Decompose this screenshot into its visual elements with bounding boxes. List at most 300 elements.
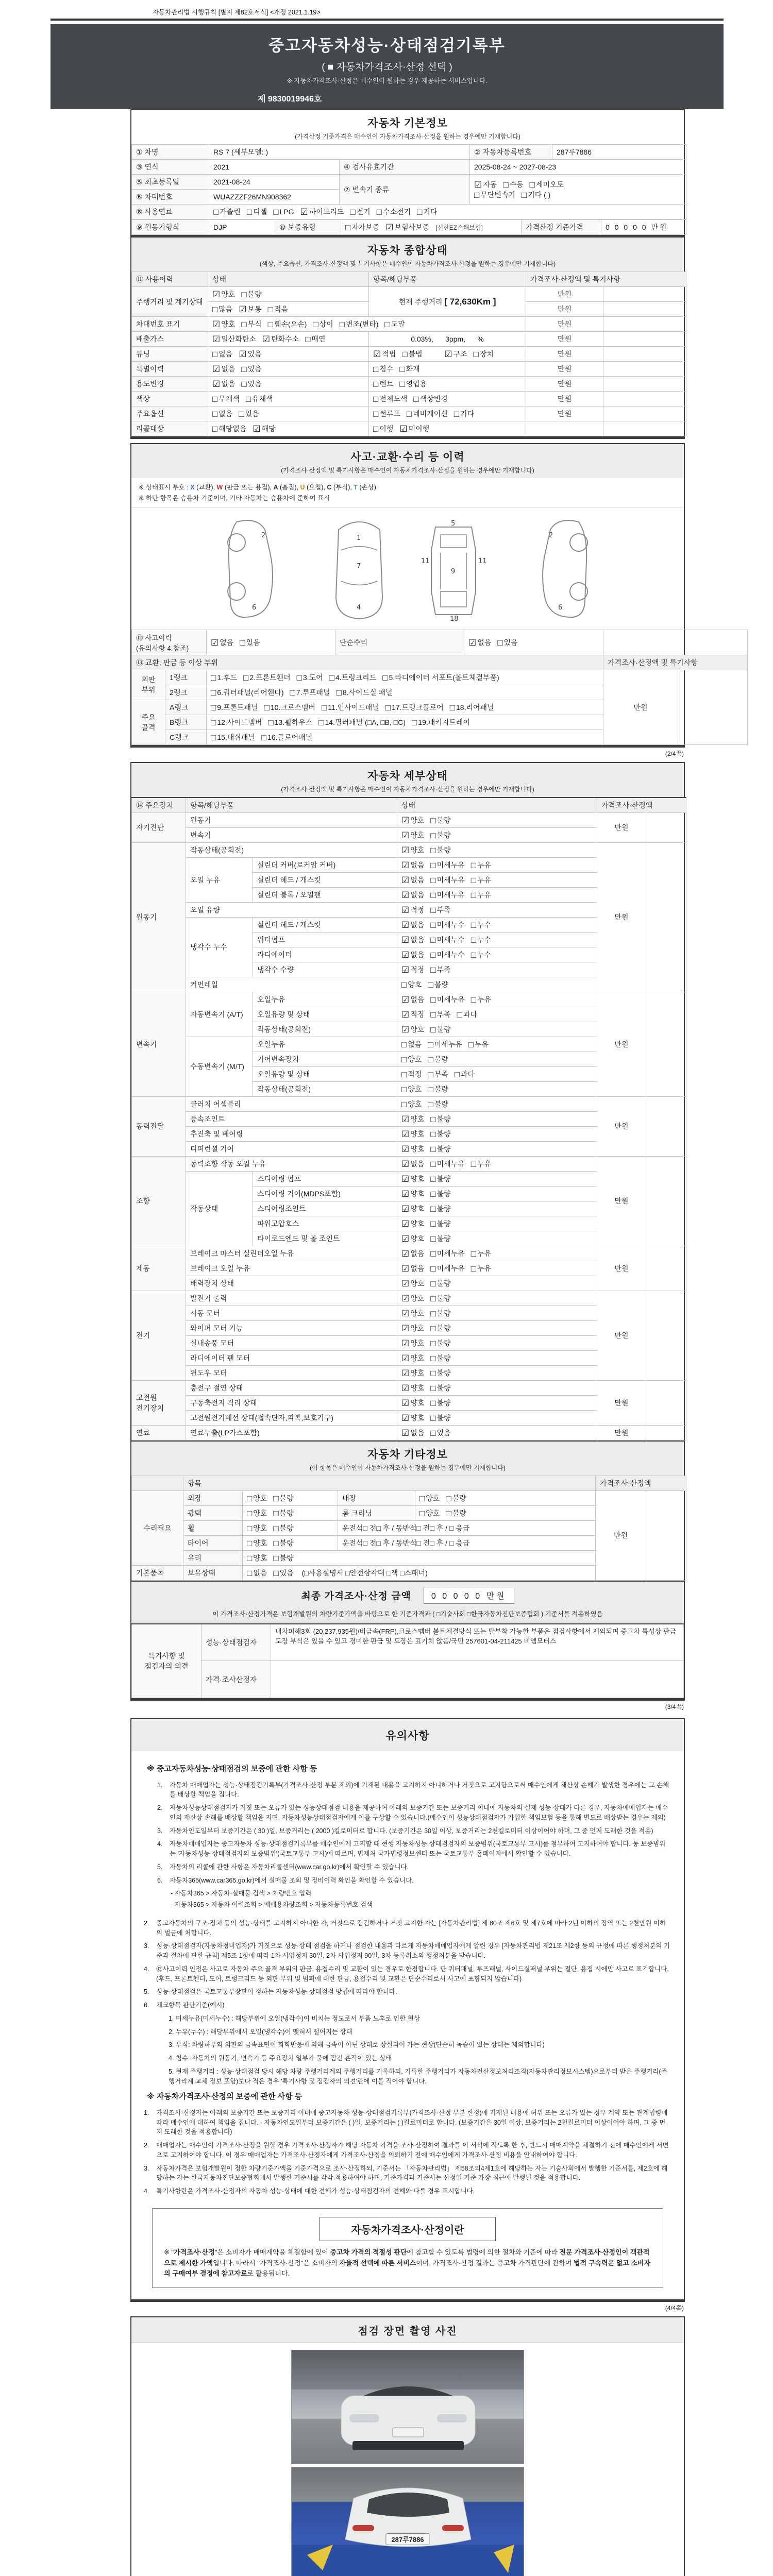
checkbox-양호[interactable]: □ 양호 [247,1523,267,1533]
empty-box-icon: □ [470,860,476,870]
checked-box-icon: ☑ [401,920,410,930]
checkbox-미세누수[interactable]: □ 미세누수 [430,950,465,960]
checkbox-구조[interactable]: ☑ 구조 [444,349,467,359]
item-state-options [397,1022,597,1037]
checkbox-적정[interactable]: ☑ 적정 [401,905,425,915]
checkbox-양호[interactable]: □ 양호 [247,1493,267,1503]
checkbox-미세누유[interactable]: □ 미세누유 [430,890,465,900]
checkbox-영업용[interactable]: □ 영업용 [399,379,427,389]
checkbox-불법[interactable]: □ 불법 [402,349,423,359]
svg-text:6: 6 [558,603,563,612]
checkbox-탄화수소[interactable]: ☑ 탄화수소 [262,334,299,344]
checkbox-양호[interactable]: □ 양호 [401,1084,422,1094]
empty-box-icon: □ [430,815,436,825]
empty-box-icon: □ [430,1383,436,1393]
checkbox-양호[interactable]: □ 양호 [401,1054,422,1064]
checkbox-수동[interactable]: □ 수동 [503,179,524,190]
checkbox-양호[interactable]: ☑ 양호 [401,1174,425,1184]
checkbox-있음[interactable]: □ 있음 [497,637,518,648]
checkbox-침수[interactable]: □ 침수 [373,364,394,374]
checkbox-불량[interactable]: □ 불량 [430,1129,451,1139]
checkbox-있음[interactable]: ☑ 있음 [239,349,262,359]
item-state-options [397,1410,597,1425]
item-leaf-label: 발전기 출력 [186,1291,397,1306]
checkbox-적법[interactable]: ☑ 적법 [373,349,396,359]
item-state-options [397,932,597,947]
checkbox-양호[interactable]: ☑ 양호 [401,1204,425,1214]
checkbox-가솔린[interactable]: □ 가솔린 [213,207,241,217]
checkbox-불량[interactable]: □ 불량 [430,1338,451,1348]
checkbox-훼손(오손)[interactable]: □ 훼손(오손) [267,319,307,329]
checkbox-유채색[interactable]: □ 유채색 [245,394,273,404]
checkbox-무채색[interactable]: □ 무채색 [212,394,240,404]
svg-text:7: 7 [357,562,361,570]
checkbox-양호[interactable]: ☑ 양호 [401,1308,425,1318]
checkbox-있음[interactable]: □ 있음 [273,1568,294,1578]
checkbox-자동[interactable]: ☑ 자동 [474,179,497,190]
checkbox-불량[interactable]: □ 불량 [428,1084,448,1094]
checkbox-누수[interactable]: □ 누수 [470,920,492,930]
checkbox-기타[interactable]: □ 기타 [417,207,438,217]
checkbox-불량[interactable]: □ 불량 [241,290,262,299]
checkbox-부족[interactable]: □ 부족 [430,905,451,915]
checkbox-없음[interactable]: □ 없음 [247,1568,267,1578]
checkbox-전체도색[interactable]: □ 전체도색 [373,394,408,404]
item-mid-label: 냉각수 누수 [186,917,253,977]
item-state-options [397,1216,597,1231]
empty-box-icon: □ [430,1024,436,1035]
checkbox-양호[interactable]: □ 양호 [247,1508,267,1518]
notice-dash-item: - 자동차365 > 자동차 이력조회 > 매매용차량조회 > 자동차등록번호 검색 [171,1901,373,1908]
base-price-value: 0 0 0 0 0 만원 [601,220,686,235]
checkbox-불량[interactable]: □ 불량 [273,1538,294,1548]
checkbox-보험사보증[interactable]: ☑ 보험사보증 [385,223,430,232]
checkbox-누유[interactable]: □ 누유 [470,1159,492,1169]
checkbox-불량[interactable]: □ 불량 [428,1099,448,1109]
checkbox-불량[interactable]: □ 불량 [430,1114,451,1124]
checked-box-icon: ☑ [401,845,410,855]
checkbox-19.패키지트레이[interactable]: □ 19.패키지트레이 [412,717,470,727]
notice-title: 유의사항 [385,1730,430,1742]
checkbox-없음[interactable]: ☑ 없음 [401,890,425,900]
checkbox-있음[interactable]: □ 있음 [241,379,262,389]
state-code-A: A [273,484,278,491]
checkbox-부족[interactable]: □ 부족 [430,1009,451,1020]
item-state-options [397,1037,597,1052]
checkbox-없음[interactable]: □ 없음 [401,1039,422,1049]
checkbox-렌트[interactable]: □ 렌트 [373,379,394,389]
checked-box-icon: ☑ [401,875,410,885]
state-code-C: C [327,484,332,491]
checkbox-누유[interactable]: □ 누유 [470,890,492,900]
checkbox-과다[interactable]: □ 과다 [457,1009,478,1020]
checked-box-icon: ☑ [253,424,261,434]
checkbox-불량[interactable]: □ 불량 [430,1383,451,1393]
checkbox-미세누유[interactable]: □ 미세누유 [430,1248,465,1259]
checkbox-디젤[interactable]: □ 디젤 [246,207,267,217]
empty-box-icon: □ [212,424,218,434]
checkbox-불량[interactable]: □ 불량 [430,1024,451,1035]
item-leaf-label: 구동축전지 격리 상태 [186,1395,397,1410]
checkbox-세미오토[interactable]: □ 세미오토 [529,179,564,190]
checkbox-양호[interactable]: ☑ 양호 [401,1383,425,1393]
etc-title: 자동차 기타정보 [367,1448,448,1461]
checkbox-도말[interactable]: □ 도말 [384,319,405,329]
checkbox-미세누유[interactable]: □ 미세누유 [430,860,465,870]
checkbox-해당없음[interactable]: □ 해당없음 [212,424,247,434]
checked-box-icon: ☑ [401,1159,410,1169]
document-number: 제 9830019946호 [258,95,322,104]
checkbox-4.트렁크리드[interactable]: □ 4.트렁크리드 [329,672,377,683]
item-leaf-label: 추진축 및 베어링 [186,1126,397,1141]
checkbox-해당[interactable]: ☑ 해당 [253,424,276,434]
checkbox-불량[interactable]: □ 불량 [430,1398,451,1408]
checkbox-양호[interactable]: ☑ 양호 [401,1293,425,1303]
svg-text:2: 2 [549,531,553,539]
item-state-options [397,1111,597,1126]
checkbox-누유[interactable]: □ 누유 [470,875,492,885]
checked-box-icon: ☑ [401,860,410,870]
checkbox-불량[interactable]: □ 불량 [273,1493,294,1503]
empty-box-icon: □ [521,190,527,200]
notice-criteria-item: 3. 부식: 차량하부와 외판의 금속표면이 화학반응에 의해 금속이 아닌 상태로 상실되어 가는 현상(단순히 녹슬어 있는 상태는 제외합니다) [169,2041,545,2049]
checkbox-장치[interactable]: □ 장치 [473,349,494,359]
empty-box-icon: □ [321,702,327,713]
checkbox-10.크로스멤버[interactable]: □ 10.크로스멤버 [264,702,315,713]
checkbox-없음[interactable]: ☑ 없음 [401,994,425,1005]
checkbox-LPG[interactable]: □ LPG [273,207,294,217]
checkbox-불량[interactable]: □ 불량 [430,1353,451,1363]
empty-box-icon: □ [212,409,218,419]
checkbox-자가보증[interactable]: □ 자가보증 [345,223,380,232]
checkbox-양호[interactable]: ☑ 양호 [401,1233,425,1244]
checkbox-있음[interactable]: □ 있음 [239,409,259,419]
checkbox-11.인사이드패널[interactable]: □ 11.인사이드패널 [321,702,379,713]
device-group: 변속기 [132,992,186,1096]
checkbox-보통[interactable]: ☑ 보통 [239,304,262,314]
checkbox-양호[interactable]: ☑ 양호 [401,1338,425,1348]
accident-history-row: ⑫ 사고이력 (유의사항 4.참조) ☑ 없음 □ 있음 단순수리 ☑ 없음 □ 있음 [132,630,748,655]
checkbox-없음[interactable]: ☑ 없음 [401,950,425,960]
checkbox-1.후드[interactable]: □ 1.후드 [211,672,238,683]
checkbox-적정[interactable]: ☑ 적정 [401,1009,425,1020]
checkbox-미이행[interactable]: ☑ 미이행 [399,424,430,434]
checkbox-불량[interactable]: □ 불량 [430,815,451,825]
empty-box-icon: □ [245,394,251,404]
checkbox-기타 ( )[interactable]: □ 기타 ( ) [521,190,551,200]
notice-main-item: 5. 성능·상태점검은 국토교통부장관이 정하는 자동차성능·상태점검 방법에 따라야 합니다. [144,1988,397,1996]
checkbox-양호[interactable]: □ 양호 [401,979,422,990]
checkbox-미세누유[interactable]: □ 미세누유 [428,1039,462,1049]
item-state-options [397,1365,597,1380]
checkbox-누수[interactable]: □ 누수 [470,935,492,945]
checkbox-양호[interactable]: ☑ 양호 [401,1413,425,1423]
checkbox-불량[interactable]: □ 불량 [430,1413,451,1423]
checkbox-미세누유[interactable]: □ 미세누유 [430,875,465,885]
checkbox-불량[interactable]: □ 불량 [273,1553,294,1563]
checkbox-있음[interactable]: □ 있음 [240,637,260,648]
empty-box-icon: □ [373,364,379,374]
checkbox-불량[interactable]: □ 불량 [430,1293,451,1303]
checkbox-미세누유[interactable]: □ 미세누유 [430,1159,465,1169]
svg-text:11: 11 [478,557,487,565]
checkbox-없음[interactable]: ☑ 없음 [401,1159,425,1169]
checkbox-미세누수[interactable]: □ 미세누수 [430,935,465,945]
empty-box-icon: □ [401,1084,407,1094]
item-mid-label: 자동변속기 (A/T) [186,992,253,1037]
basic-row-vin: ⑥ 차대번호 WUAZZZF26MN908362 [132,190,686,205]
empty-box-icon: □ [399,364,405,374]
checkbox-불량[interactable]: □ 불량 [430,1204,451,1214]
checkbox-양호[interactable]: ☑ 양호 [401,1398,425,1408]
checkbox-불량[interactable]: □ 불량 [430,1323,451,1333]
checkbox-있음[interactable]: □ 있음 [430,1428,451,1438]
empty-box-icon: □ [318,717,324,727]
empty-box-icon: □ [350,207,356,217]
checkbox-상이[interactable]: □ 상이 [313,319,333,329]
checkbox-양호[interactable]: ☑ 양호 [401,845,425,855]
checkbox-없음[interactable]: ☑ 없음 [401,1428,425,1438]
checked-box-icon: ☑ [401,1263,410,1274]
checkbox-색상변경[interactable]: □ 색상변경 [413,394,448,404]
checkbox-누수[interactable]: □ 누수 [470,950,492,960]
basic-info-title-block [131,110,684,144]
empty-box-icon: □ [419,1508,425,1518]
opinion-label: 특기사항 및 점검자의 의견 [132,1624,201,1698]
checkbox-없음[interactable]: ☑ 없음 [401,860,425,870]
checkbox-양호[interactable]: □ 양호 [247,1538,267,1548]
empty-box-icon: □ [267,319,273,329]
checked-box-icon: ☑ [401,830,410,840]
item-state-options [397,887,597,902]
checkbox-양호[interactable]: ☑ 양호 [401,1323,425,1333]
checkbox-불량[interactable]: □ 불량 [430,1189,451,1199]
checked-box-icon: ☑ [468,637,477,648]
detail-state-table [131,797,684,1440]
rank-row-C랭크: C랭크 □ 15.대쉬패널 □ 16.플로어패널 [132,730,748,744]
checkbox-불량[interactable]: □ 불량 [430,1368,451,1378]
notice-dash-item: - 자동차365 > 자동차·실매물 검색 > 차량번호 입력 [171,1890,312,1897]
car-diagrams [131,508,684,630]
checkbox-이행[interactable]: □ 이행 [373,424,394,434]
checkbox-매연[interactable]: □ 매연 [305,334,326,344]
checkbox-불량[interactable]: □ 불량 [430,1144,451,1154]
empty-box-icon: □ [241,319,247,329]
checkbox-양호[interactable]: ☑ 양호 [401,1353,425,1363]
empty-box-icon: □ [430,964,436,975]
checkbox-13.휠하우스[interactable]: □ 13.휠하우스 [268,717,313,727]
empty-box-icon: □ [241,379,247,389]
checkbox-15.대쉬패널[interactable]: □ 15.대쉬패널 [211,732,255,742]
checkbox-양호[interactable]: □ 양호 [401,1099,422,1109]
empty-box-icon: □ [239,409,244,419]
item-leaf-label: 오일유량 및 상태 [253,1007,397,1022]
checkbox-불량[interactable]: □ 불량 [430,1278,451,1289]
checkbox-양호[interactable]: ☑ 양호 [401,1218,425,1229]
checkbox-양호[interactable]: □ 양호 [247,1553,267,1563]
empty-box-icon: □ [247,1538,253,1548]
item-state-options [397,1291,597,1306]
checkbox-무단변속기[interactable]: □ 무단변속기 [474,190,515,200]
checkbox-양호[interactable]: □ 양호 [419,1493,440,1503]
empty-box-icon: □ [430,935,436,945]
checkbox-없음[interactable]: □ 없음 [212,409,233,419]
empty-box-icon: □ [384,319,390,329]
detail-head: ⑭ 주요장치 항목/해당부품 상태 가격조사·산정액 [132,798,686,813]
checkbox-미세누유[interactable]: □ 미세누유 [430,994,465,1005]
checkbox-적정[interactable]: □ 적정 [401,1069,422,1079]
item-state-options [397,872,597,887]
empty-box-icon: □ [273,207,279,217]
top-rule [51,19,724,21]
basic-row-fuel: ⑧ 사용연료 □ 가솔린 □ 디젤 □ LPG ☑ 하이브리드 □ 전기 □ 수소전기 □ 기타 [132,205,686,219]
checkbox-불량[interactable]: □ 불량 [446,1508,466,1518]
checked-box-icon: ☑ [212,319,221,329]
checkbox-양호[interactable]: ☑ 양호 [401,1189,425,1199]
checkbox-썬루프[interactable]: □ 썬루프 [373,409,400,419]
checkbox-불량[interactable]: □ 불량 [446,1493,466,1503]
item-state-options [397,1156,597,1171]
checkbox-9.프론트패널[interactable]: □ 9.프론트패널 [211,702,258,713]
checkbox-16.플로어패널[interactable]: □ 16.플로어패널 [261,732,313,742]
checkbox-불량[interactable]: □ 불량 [428,1054,448,1064]
checkbox-없음[interactable]: ☑ 없음 [212,379,236,389]
checkbox-6.쿼터패널(리어휀다)[interactable]: □ 6.쿼터패널(리어휀다) [211,687,284,698]
checked-box-icon: ☑ [401,1383,410,1393]
overall-title: 자동차 종합상태 [367,245,448,257]
empty-box-icon: □ [503,179,509,190]
item-leaf-label: 시동 모터 [186,1306,397,1320]
checked-box-icon: ☑ [401,1024,410,1035]
checkbox-3.도어[interactable]: □ 3.도어 [296,672,323,683]
checkbox-일산화탄소[interactable]: ☑ 일산화탄소 [212,334,256,344]
checkbox-많음[interactable]: □ 많음 [212,304,233,314]
checkbox-미세누유[interactable]: □ 미세누유 [430,1263,465,1274]
etc-row-glass: 유리 □ 양호 □ 불량 [132,1550,686,1565]
checkbox-부식[interactable]: □ 부식 [241,319,262,329]
empty-box-icon: □ [273,1538,279,1548]
checkbox-17.트렁크플로어[interactable]: □ 17.트렁크플로어 [385,702,444,713]
checkbox-누유[interactable]: □ 누유 [470,860,492,870]
overall-row-gas: 배출가스 ☑ 일산화탄소 ☑ 탄화수소 □ 매연 0.03%, 3ppm, % 만원 [132,332,686,347]
wheel-positions: 운전석□ 전□ 후 / 동반석□ 전□ 후 / □ 응급 [338,1520,596,1535]
checked-box-icon: ☑ [401,964,410,975]
checkbox-수소전기[interactable]: □ 수소전기 [376,207,411,217]
checkbox-양호[interactable]: ☑ 양호 [401,830,425,840]
checkbox-불량[interactable]: □ 불량 [430,830,451,840]
checkbox-양호[interactable]: ☑ 양호 [212,319,236,329]
empty-box-icon: □ [412,717,417,727]
checkbox-없음[interactable]: ☑ 없음 [401,935,425,945]
checkbox-적정[interactable]: ☑ 적정 [401,964,425,975]
checkbox-불량[interactable]: □ 불량 [430,1218,451,1229]
checkbox-불량[interactable]: □ 불량 [430,1233,451,1244]
checkbox-적음[interactable]: □ 적음 [267,304,288,314]
checkbox-양호[interactable]: ☑ 양호 [401,1144,425,1154]
checkbox-네비게이션[interactable]: □ 네비게이션 [406,409,448,419]
svg-text:5: 5 [451,519,456,528]
checkbox-누유[interactable]: □ 누유 [468,1039,489,1049]
checkbox-기타[interactable]: □ 기타 [453,409,475,419]
checkbox-변조(변타)[interactable]: □ 변조(변타) [339,319,379,329]
checkbox-7.루프패널[interactable]: □ 7.루프패널 [290,687,330,698]
checkbox-화재[interactable]: □ 화재 [399,364,420,374]
checkbox-양호[interactable]: ☑ 양호 [401,1278,425,1289]
overall-subtitle: (색상, 주요옵션, 가격조사·산정액 및 특기사항은 매수인이 자동차가격조사·산정을 원하는 경우에만 기재합니다) [259,260,556,267]
checkbox-2.프론트휀더[interactable]: □ 2.프론트휀더 [243,672,291,683]
checkbox-양호[interactable]: ☑ 양호 [401,1368,425,1378]
checkbox-누유[interactable]: □ 누유 [470,1263,492,1274]
checkbox-없음[interactable]: ☑ 없음 [468,637,492,648]
checked-box-icon: ☑ [401,1323,410,1333]
checkbox-불량[interactable]: □ 불량 [430,1308,451,1318]
empty-box-icon: □ [474,190,480,200]
detail-row: 전기 발전기 출력 ☑ 양호 □ 불량 만원 [132,1291,686,1306]
detail-row: 동력전달 클러치 어셈블리 □ 양호 □ 불량 만원 [132,1096,686,1111]
checkbox-14.필러패널 (□A, □B, □C)[interactable]: □ 14.필러패널 (□A, □B, □C) [318,717,406,727]
empty-box-icon: □ [430,1308,436,1318]
state-code-X: X [190,484,195,491]
checkbox-18.리어패널[interactable]: □ 18.리어패널 [449,702,494,713]
checkbox-부족[interactable]: □ 부족 [428,1069,448,1079]
item-state-options [397,1171,597,1186]
checkbox-없음[interactable]: ☑ 없음 [401,875,425,885]
checkbox-양호[interactable]: □ 양호 [419,1508,440,1518]
state-code-W: W [216,484,223,491]
checkbox-부족[interactable]: □ 부족 [430,964,451,975]
checkbox-하이브리드[interactable]: ☑ 하이브리드 [300,207,344,217]
checkbox-불량[interactable]: □ 불량 [273,1508,294,1518]
checkbox-양호[interactable]: ☑ 양호 [401,1129,425,1139]
warranty-insurer: [신한EZ손해보험] [435,224,483,231]
checkbox-미세누수[interactable]: □ 미세누수 [430,920,465,930]
checkbox-양호[interactable]: ☑ 양호 [401,1114,425,1124]
checkbox-있음[interactable]: □ 있음 [241,364,262,374]
checkbox-양호[interactable]: ☑ 양호 [212,290,236,299]
checkbox-없음[interactable]: ☑ 없음 [401,1248,425,1259]
checkbox-양호[interactable]: ☑ 양호 [401,1024,425,1035]
empty-box-icon: □ [430,1189,436,1199]
checkbox-불량[interactable]: □ 불량 [428,979,448,990]
checkbox-5.라디에이터 서포트(볼트체결부품)[interactable]: □ 5.라디에이터 서포트(볼트체결부품) [382,672,499,683]
checkbox-12.사이드멤버[interactable]: □ 12.사이드멤버 [211,717,262,727]
checkbox-없음[interactable]: ☑ 없음 [212,364,236,374]
accident-options [207,630,335,655]
empty-box-icon: □ [430,875,436,885]
checkbox-8.사이드실 패널[interactable]: □ 8.사이드실 패널 [336,687,393,698]
checkbox-없음[interactable]: ☑ 없음 [211,637,234,648]
checkbox-없음[interactable]: ☑ 없음 [401,1263,425,1274]
price-survey-box-text: ※ "가격조사·산정"은 소비자가 매매계약을 체결함에 있어 중고차 가격의 적절성 판단에 참고할 수 있도록 법령에 의한 절차와 기준에 따라 전문 가격조사·산정인이 객관적으로 제시한 가액입니다. 따라서 "가격조사·산정"은 소비자의 자율적 선택에 따른 서비스이며, 가격조사·산정 결과는 중고차 가격판단에 관하여 법적 구속력은 없고 소비자의 구매여부 결정에 참고자료로 활용됩니다. [164,2248,651,2278]
checkbox-전기[interactable]: □ 전기 [350,207,371,217]
opinion-row [132,1661,684,1698]
empty-box-icon: □ [382,672,388,683]
checkbox-누유[interactable]: □ 누유 [470,994,492,1005]
checkbox-양호[interactable]: ☑ 양호 [401,815,425,825]
item-leaf-label: 라디에이터 [253,947,397,962]
checkbox-불량[interactable]: □ 불량 [273,1523,294,1533]
empty-box-icon: □ [430,1248,436,1259]
checkbox-불량[interactable]: □ 불량 [430,845,451,855]
tire-positions: 운전석□ 전□ 후 / 동반석□ 전□ 후 / □ 응급 [338,1535,596,1550]
empty-box-icon: □ [529,179,535,190]
checkbox-없음[interactable]: ☑ 없음 [401,920,425,930]
checkbox-과다[interactable]: □ 과다 [454,1069,475,1079]
checkbox-없음[interactable]: □ 없음 [212,349,233,359]
checkbox-불량[interactable]: □ 불량 [430,1174,451,1184]
checkbox-누유[interactable]: □ 누유 [470,1248,492,1259]
basic-info-table [131,144,684,235]
